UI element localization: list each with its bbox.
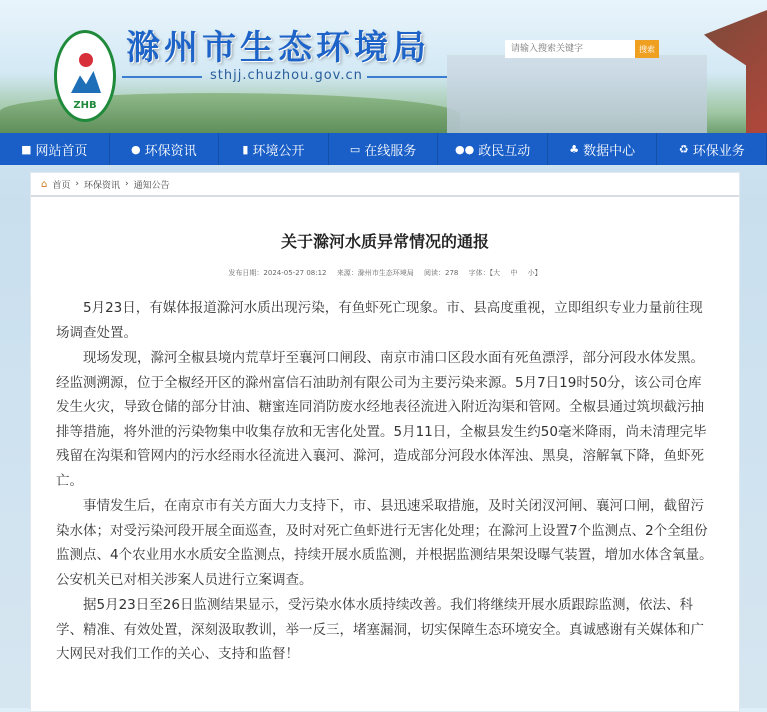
font-large[interactable]: 【大: [489, 269, 501, 277]
site-title: 滁州市生态环境局: [126, 28, 430, 68]
nav-interaction[interactable]: ●● 政民互动: [438, 133, 548, 165]
main-nav: [0, 133, 767, 165]
paragraph: 5月23日，有媒体报道滁河水质出现污染，有鱼虾死亡现象。市、县高度重视，立即组织专业力量前往现场调查处置。: [56, 300, 703, 341]
article-meta: [31, 268, 739, 278]
nav-business[interactable]: ♻ 环保业务: [657, 133, 767, 165]
nav-disclosure[interactable]: ▮ 环境公开: [219, 133, 329, 165]
breadcrumb-home[interactable]: 首页: [52, 180, 71, 191]
home-icon: ■: [21, 142, 32, 156]
users-icon: ●●: [454, 142, 475, 156]
nav-news[interactable]: ● 环保资讯: [110, 133, 220, 165]
book-icon: ▮: [242, 142, 249, 156]
publish-date: 发布日期：2024-05-27 08:12: [228, 269, 327, 277]
paragraph: 事情发生后，在南京市有关方面大力支持下，市、县迅速采取措施，及时关闭汊河闸、襄河口闸，截留污染水体；对受污染河段开展全面巡查，及时对死亡鱼虾进行无害化处理；在滁河上设置7个监测点、2个全组份监测点、4个农业用水水质安全监测点，持续开展水质监测，并根据监测结果架设曝气装置，增加水体含氧量。公安机关已对相关涉案人员进行立案调查。: [56, 498, 713, 588]
breadcrumb-notices[interactable]: 通知公告: [133, 180, 170, 191]
logo[interactable]: ZHB: [54, 30, 116, 122]
font-size-label: 字体：: [468, 269, 490, 277]
search-input[interactable]: [505, 40, 635, 58]
article-title: 关于滁河水质异常情况的通报: [280, 232, 489, 251]
site-header: [0, 0, 767, 133]
view-count: 阅读：278: [423, 269, 459, 277]
breadcrumb-news[interactable]: 环保资讯: [83, 180, 120, 191]
breadcrumb: ⌂ 首页 › 环保资讯 › 通知公告: [31, 173, 739, 197]
content-panel: [30, 172, 740, 712]
search-box: [505, 40, 659, 58]
paragraph: 现场发现，滁河全椒县境内荒草圩至襄河口闸段、南京市浦口区段水面有死鱼漂浮，部分河段水体发黑。经监测溯源，位于全椒经开区的滁州富信石油助剂有限公司为主要污染来源。5月7日19时50分，该公司仓库发生火灾，导致仓储的部分甘油、糖蜜连同消防废水经地表径流进入附近沟渠和管网。全椒县通过筑坝截污抽排等措施，将外泄的污染物集中收集存放和无害化处置。5月11日，全椒县发生约50毫米降雨，尚未清理完毕残留在沟渠和管网内的污水经雨水径流进入襄河、滁河，造成部分河段水体浑浊、黑臭，溶解氧下降，鱼虾死亡。: [56, 350, 707, 489]
nav-data-center[interactable]: ♣ 数据中心: [548, 133, 658, 165]
article-source: 来源：滁州市生态环境局: [336, 269, 414, 277]
search-button[interactable]: 搜索: [635, 40, 659, 58]
pavilion-decoration: [697, 10, 767, 133]
home-icon: ⌂: [41, 178, 48, 190]
city-decoration: [447, 55, 707, 133]
paragraph: 据5月23日至26日监测结果显示，受污染水体水质持续改善。我们将继续开展水质跟踪监测，依法、科学、精准、有效处置，深刻汲取教训，举一反三，堵塞漏洞，切实保障生态环境安全。真诚感谢有关媒体和广大网民对我们工作的关心、支持和监督！: [56, 597, 704, 662]
site-domain: sthjj.chuzhou.gov.cn: [210, 68, 363, 83]
chat-icon: ●: [131, 142, 141, 156]
nav-home[interactable]: ■ 网站首页: [0, 133, 110, 165]
monitor-icon: ▭: [349, 142, 361, 156]
recycle-icon: ♻: [678, 142, 689, 156]
article-body: [31, 296, 739, 667]
nav-online-service[interactable]: ▭ 在线服务: [329, 133, 439, 165]
sitemap-icon: ♣: [569, 142, 580, 156]
font-small[interactable]: 小】: [527, 269, 542, 277]
font-medium[interactable]: 中: [510, 269, 518, 277]
